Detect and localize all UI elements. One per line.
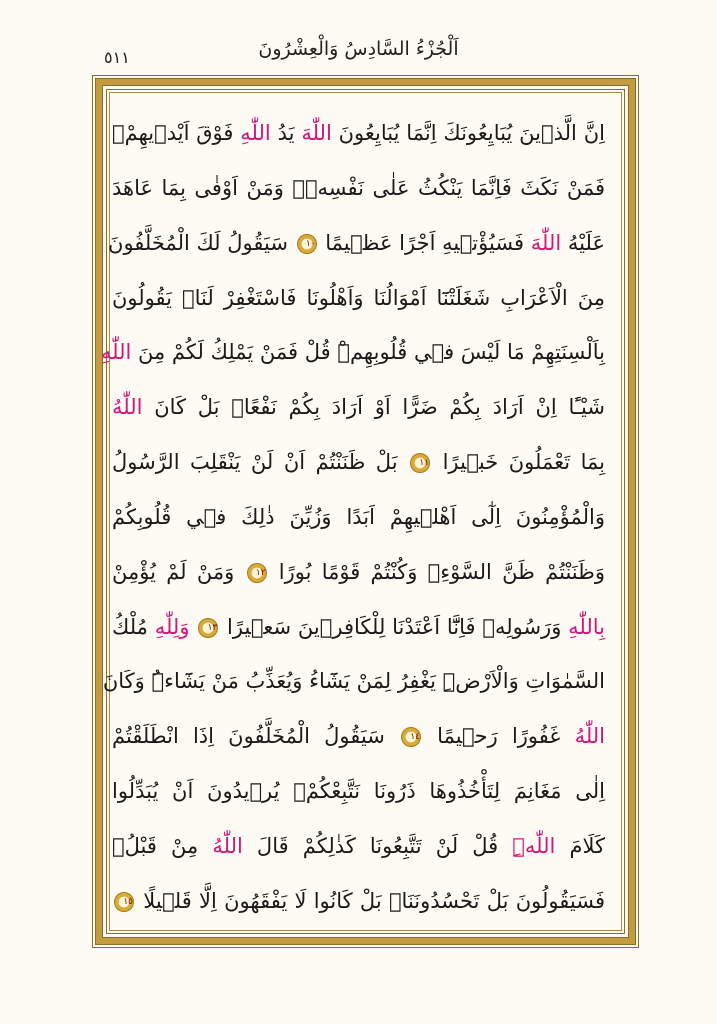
divine-name: اللّٰهِ <box>100 340 132 365</box>
verse-line <box>112 103 605 157</box>
juz-header: اَلْجُزْءُ السَّادِسُ وَالْعِشْرُونَ <box>258 38 459 60</box>
verse-text: فَمَنْ نَكَثَ فَاِنَّمَا يَنْكُثُ عَلٰى نَفْسِهٖۚ وَمَنْ اَوْفٰى بِمَا عَاهَدَ <box>112 175 605 200</box>
verse-text: وَمَنْ لَمْ يُؤْمِنْ <box>112 559 245 584</box>
verse-line <box>112 816 605 870</box>
verse-text: اِنَّ الَّذٖينَ يُبَايِعُونَكَ اِنَّمَا يُبَايِعُونَ <box>331 121 605 145</box>
ayah-number-marker: ١٢ <box>247 563 267 583</box>
verse-text: سَيَقُولُ الْمُخَلَّفُونَ اِذَا انْطَلَقْتُمْ <box>112 724 399 749</box>
divine-name: اللّٰهَ <box>530 230 562 255</box>
verse-line <box>112 706 605 760</box>
verse-text: بِاَلْسِنَتِهِمْ مَا لَيْسَ فٖي قُلُوبِهِمْۜ قُلْ فَمَنْ يَمْلِكُ لَكُمْ مِنَ <box>131 340 605 365</box>
ayah-number-marker: ١١ <box>410 453 430 473</box>
verse-text: قُلْ لَنْ تَتَّبِعُونَا كَذٰلِكُمْ قَالَ <box>242 833 513 858</box>
divine-name: وَلِلّٰهِ <box>154 614 190 639</box>
ayah-number-marker: ١٥ <box>114 892 134 912</box>
verse-text: فَوْقَ اَيْدٖيهِمْۚ <box>112 121 241 145</box>
divine-name: اللّٰهُ <box>112 395 143 420</box>
verse-text: وَالْمُؤْمِنُونَ اِلٰٓى اَهْلٖيهِمْ اَبَدًا وَزُيِّنَ ذٰلِكَ فٖي قُلُوبِكُمْ <box>112 504 605 529</box>
divine-name: اللّٰهَ <box>301 121 332 145</box>
divine-name: اللّٰهُ <box>574 724 606 749</box>
verse-text: كَلَامَ <box>555 833 605 858</box>
divine-name: بِاللّٰهِ <box>568 614 605 639</box>
verse-line <box>100 322 605 376</box>
page-number: ٥١١ <box>104 48 130 67</box>
verse-line <box>112 487 605 541</box>
verse-line <box>108 213 605 267</box>
ayah-number-marker: ١٣ <box>198 618 218 638</box>
verse-text: غَفُورًا رَحٖيمًا <box>422 724 575 749</box>
verse-line <box>112 871 605 925</box>
verse-text <box>189 615 196 639</box>
verse-line <box>112 158 605 212</box>
verse-line <box>112 432 605 486</box>
verse-text: اِلٰى مَغَانِمَ لِتَأْخُذُوهَا ذَرُونَا نَتَّبِعْكُمْۚ يُرٖيدُونَ اَنْ يُبَدِّلُوا <box>112 779 605 804</box>
verse-text: فَسَيَقُولُونَ بَلْ تَحْسُدُونَنَاۜ بَلْ كَانُوا لَا يَفْقَهُونَ اِلَّا قَلٖيلًا <box>136 888 605 913</box>
divine-name: اللّٰهِۜ <box>512 833 556 858</box>
verse-text: يَدُ <box>270 121 302 145</box>
verse-line <box>112 542 605 596</box>
verse-text: مُلْكُ <box>112 614 155 639</box>
verse-text: سَيَقُولُ لَكَ الْمُخَلَّفُونَ <box>108 230 295 255</box>
verse-line <box>112 761 605 815</box>
verse-line <box>112 597 605 651</box>
verse-text: مِنَ الْاَعْرَابِ شَغَلَتْنَٓا اَمْوَالُنَا وَاَهْلُونَا فَاسْتَغْفِرْ لَنَاۚ يَقُولُونَ <box>112 285 605 310</box>
divine-name: اللّٰهُ <box>212 833 243 858</box>
verse-text: وَرَسُولِهٖ فَاِنَّٓا اَعْتَدْنَا لِلْكَافِرٖينَ سَعٖيرًا <box>220 614 569 639</box>
verse-text: بَلْ ظَنَنْتُمْ اَنْ لَنْ يَنْقَلِبَ الرَّسُولُ <box>112 450 409 475</box>
verse-lines <box>100 103 606 925</box>
verse-line <box>112 268 605 322</box>
ayah-number-marker: ١٤ <box>401 727 421 747</box>
verse-text: بِمَا تَعْمَلُونَ خَبٖيرًا <box>432 450 605 475</box>
verse-text: شَيْـًٔا اِنْ اَرَادَ بِكُمْ ضَرًّا اَوْ اَرَادَ بِكُمْ نَفْعًاۜ بَلْ كَانَ <box>142 395 605 420</box>
verse-text: عَلَيْهُ <box>561 230 605 255</box>
verse-line <box>112 377 605 431</box>
verse-text: فَسَيُؤْتٖيهِ اَجْرًا عَظٖيمًا <box>318 230 531 255</box>
verse-text: وَظَنَنْتُمْ ظَنَّ السَّوْءِۚ وَكُنْتُمْ قَوْمًا بُورًا <box>268 559 605 584</box>
verse-text: السَّمٰوَاتِ وَالْاَرْضِۜ يَغْفِرُ لِمَنْ يَشَٓاءُ وَيُعَذِّبُ مَنْ يَشَٓاءُۜ وَكَانَ <box>102 669 605 694</box>
ayah-number-marker: ١٠ <box>297 234 317 254</box>
verse-line <box>102 651 605 705</box>
verse-text: مِنْ قَبْلُۚ <box>112 833 213 858</box>
divine-name: اللّٰهِ <box>240 121 271 145</box>
